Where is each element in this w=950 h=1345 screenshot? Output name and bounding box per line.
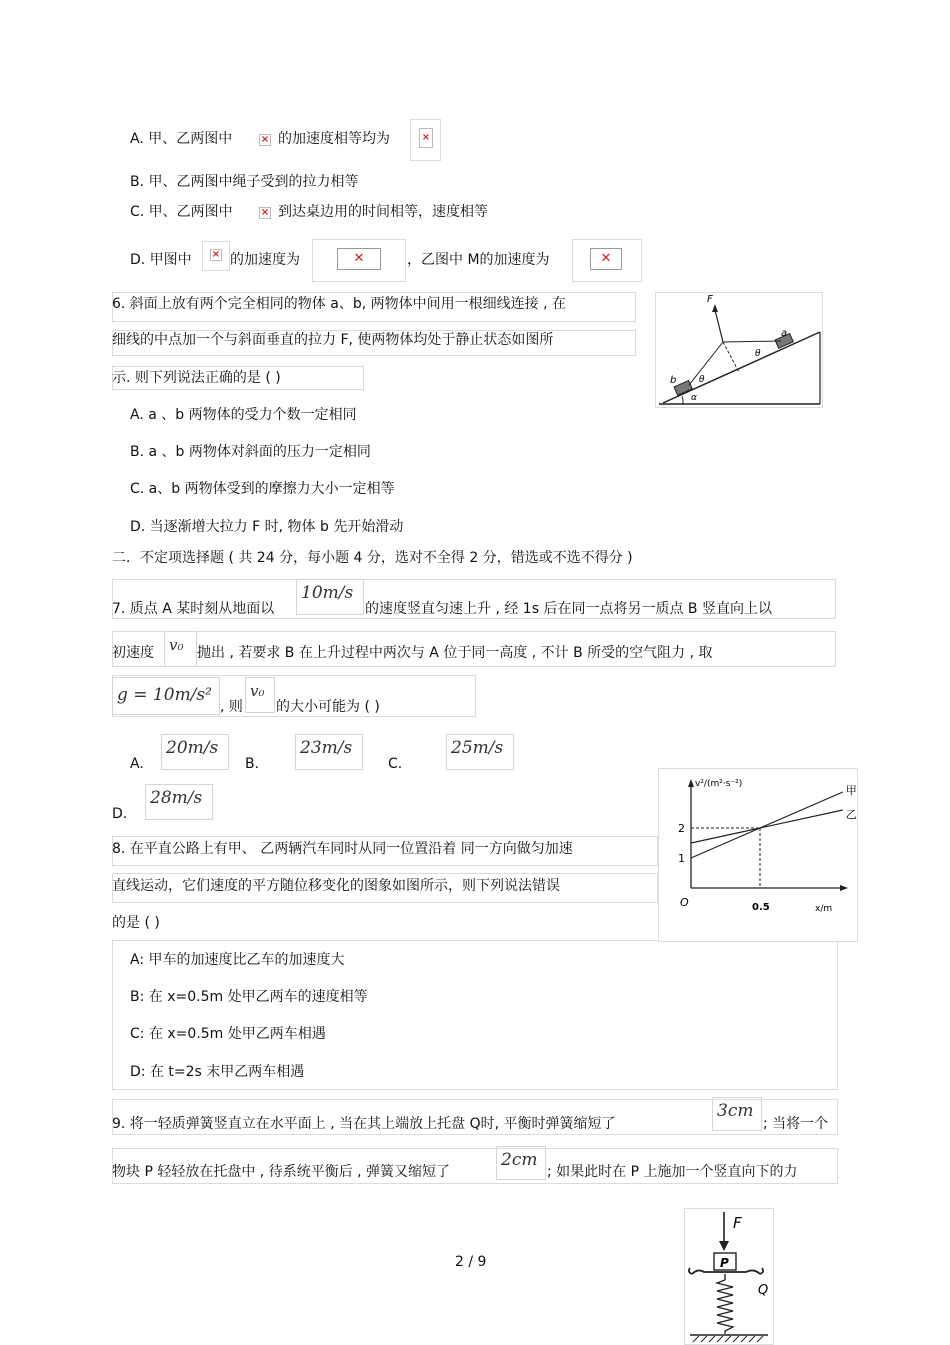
v2-x-chart bbox=[658, 768, 858, 942]
series-label-1: 甲 bbox=[845, 784, 857, 797]
q9-line-1-post: ; 当将一个 bbox=[763, 1116, 829, 1132]
label-Q: Q bbox=[758, 1283, 769, 1298]
formula-v0: v₀ bbox=[245, 677, 275, 713]
broken-image-icon: ✕ bbox=[337, 248, 381, 270]
q6-option-a: A. a 、b 两物体的受力个数一定相同 bbox=[130, 407, 357, 423]
q8-line-1: 8. 在平直公路上有甲、 乙两辆汽车同时从同一位置沿着 同一方向做匀加速 bbox=[112, 841, 573, 857]
q7-option-d-value: 28m/s bbox=[145, 784, 213, 820]
broken-image-icon: × bbox=[260, 134, 270, 145]
y-tick-label: 1 bbox=[678, 852, 685, 865]
spring-figure bbox=[684, 1208, 774, 1345]
q5-option-c-text: 到达桌边用的时间相等，速度相等 bbox=[278, 204, 488, 220]
label-theta-2: θ bbox=[699, 375, 705, 385]
q5-option-a-text: 的加速度相等均为 bbox=[278, 131, 390, 147]
broken-image-icon: × bbox=[211, 249, 221, 260]
q7-line-2-pre: 初速度 bbox=[112, 645, 154, 661]
block-b bbox=[674, 381, 692, 396]
label-F: F bbox=[733, 1214, 742, 1232]
broken-image-icon: × bbox=[419, 128, 433, 148]
q8-line-2: 直线运动，它们速度的平方随位移变化的图象如图所示，则下列说法错误 bbox=[112, 878, 560, 894]
incline-line bbox=[663, 332, 820, 403]
q6-option-c: C. a、b 两物体受到的摩擦力大小一定相等 bbox=[130, 481, 395, 497]
page-number: 2 / 9 bbox=[455, 1254, 487, 1270]
q7-option-a-value: 20m/s bbox=[161, 734, 229, 770]
q7-option-c-value: 25m/s bbox=[446, 734, 514, 770]
q7-option-b-label: B. bbox=[245, 756, 260, 772]
label-a: a bbox=[781, 328, 788, 339]
q7-line-2-post: 抛出 , 若要求 B 在上升过程中两次与 A 位于同一高度 , 不计 B 所受的空气阻力 , 取 bbox=[197, 645, 713, 661]
q7-line-3-post: 的大小可能为 ( ) bbox=[276, 699, 380, 715]
section-2-header: 二．不定项选择题 ( 共 24 分，每小题 4 分，选对不全得 2 分，错选或不选不得分 ) bbox=[112, 550, 633, 566]
formula-10ms: 10m/s bbox=[296, 579, 364, 615]
q6-line-3: 示. 则下列说法正确的是 ( ) bbox=[112, 370, 281, 386]
q8-option-a: A: 甲车的加速度比乙车的加速度大 bbox=[130, 952, 345, 968]
force-arrow bbox=[715, 310, 723, 342]
q7-line-3-mid: , 则 bbox=[220, 699, 243, 715]
q7-option-b-value: 23m/s bbox=[295, 734, 363, 770]
x-axis-label: x/m bbox=[815, 904, 833, 914]
q5-option-c: C. 甲、乙两图中 bbox=[130, 204, 233, 220]
label-P: P bbox=[720, 1256, 729, 1270]
q7-line-1-pre: 7. 质点 A 某时刻从地面以 bbox=[112, 601, 275, 617]
q6-line-2: 细线的中点加一个与斜面垂直的拉力 F, 使两物体均处于静止状态如图所 bbox=[112, 332, 554, 348]
q8-option-d: D: 在 t=2s 末甲乙两车相遇 bbox=[130, 1064, 305, 1080]
q8-option-b: B: 在 x=0.5m 处甲乙两车的速度相等 bbox=[130, 989, 368, 1005]
q7-option-a-label: A. bbox=[130, 756, 144, 772]
label-alpha: α bbox=[691, 393, 697, 403]
series-label-2: 乙 bbox=[845, 808, 857, 821]
q5-option-d-mid2: ，乙图中 M的加速度为 bbox=[407, 252, 550, 268]
formula-2cm: 2cm bbox=[496, 1146, 546, 1180]
y-tick-label: 2 bbox=[678, 822, 685, 835]
q7-line-1-post: 的速度竖直匀速上升 , 经 1s 后在同一点将另一质点 B 竖直向上以 bbox=[365, 601, 772, 617]
q5-option-a: A. 甲、乙两图中 bbox=[130, 131, 233, 147]
q7-option-d-label: D. bbox=[112, 806, 128, 822]
q6-line-1: 6. 斜面上放有两个完全相同的物体 a、b, 两物体中间用一根细线连接 , 在 bbox=[112, 296, 566, 312]
broken-image-icon: × bbox=[260, 207, 270, 218]
q6-option-d: D. 当逐渐增大拉力 F 时, 物体 b 先开始滑动 bbox=[130, 519, 404, 535]
label-F: F bbox=[707, 294, 713, 305]
origin-label: O bbox=[680, 896, 689, 909]
q9-line-2-post: ; 如果此时在 P 上施加一个竖直向下的力 bbox=[547, 1164, 798, 1180]
q6-option-b: B. a 、b 两物体对斜面的压力一定相同 bbox=[130, 444, 371, 460]
q5-option-d-mid: 的加速度为 bbox=[230, 252, 300, 268]
formula-g: g = 10m/s² bbox=[112, 677, 220, 715]
incline-figure bbox=[655, 292, 823, 408]
formula-v0: v₀ bbox=[164, 631, 197, 667]
broken-image-icon: ✕ bbox=[590, 248, 622, 270]
q5-option-d: D. 甲图中 bbox=[130, 252, 192, 268]
q8-line-3: 的是 ( ) bbox=[112, 915, 160, 931]
q8-option-c: C: 在 x=0.5m 处甲乙两车相遇 bbox=[130, 1026, 326, 1042]
q9-line-2-pre: 物块 P 轻轻放在托盘中 , 待系统平衡后 , 弹簧又缩短了 bbox=[112, 1164, 451, 1180]
x-tick-label: 0.5 bbox=[752, 902, 770, 913]
formula-3cm: 3cm bbox=[712, 1097, 762, 1131]
label-theta-1: θ bbox=[755, 349, 761, 359]
label-b: b bbox=[670, 375, 677, 386]
q9-line-1-pre: 9. 将一轻质弹簧竖直立在水平面上 , 当在其上端放上托盘 Q时, 平衡时弹簧缩短了 bbox=[112, 1116, 616, 1132]
y-axis-label: v²/(m²·s⁻²) bbox=[695, 779, 743, 789]
q7-option-c-label: C. bbox=[388, 756, 403, 772]
q5-option-b: B. 甲、乙两图中绳子受到的拉力相等 bbox=[130, 174, 359, 190]
